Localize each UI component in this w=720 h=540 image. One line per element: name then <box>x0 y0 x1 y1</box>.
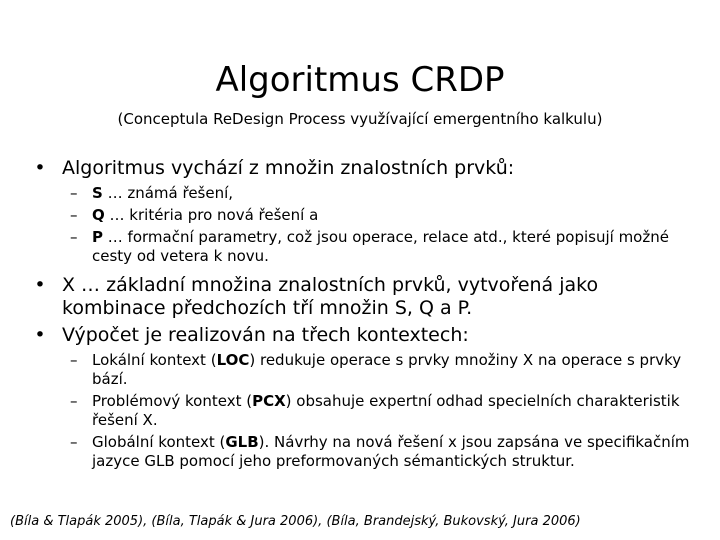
subitem-glb <box>30 433 700 471</box>
subitem-text: … formační parametry, což jsou operace, relace atd., které popisují možné cesty od vetera k novu. <box>92 228 669 265</box>
subitem-text: ) redukuje operace s prvky množiny X na operace s prvky bází. <box>92 351 682 388</box>
dash-marker: – <box>70 392 78 410</box>
subitem-pcx <box>30 392 700 430</box>
bullet-1 <box>30 157 700 180</box>
bullet-2-text: X … základní množina znalostních prvků, vytvořená jako kombinace předchozích tří množin S, Q a P. <box>62 274 599 319</box>
subitem-pre: Problémový kontext ( <box>92 392 253 410</box>
dash-marker: – <box>70 351 78 369</box>
bullet-2 <box>30 274 700 320</box>
dash-marker: – <box>70 206 78 224</box>
dash-marker: – <box>70 433 78 451</box>
bullet-1-text: Algoritmus vychází z množin znalostních prvků: <box>62 157 515 179</box>
bullet-3-subitems <box>30 351 700 471</box>
subitem-text: … kritéria pro nová řešení a <box>104 206 319 224</box>
subitem-text: ). Návrhy na nová řešení x jsou zapsána ve specifikačním jazyce GLB pomocí jeho preformovaných sémantických struktur. <box>92 433 690 470</box>
slide-body <box>30 157 700 479</box>
citation: (Bíla & Tlapák 2005), (Bíla, Tlapák & Jura 2006), (Bíla, Brandejský, Bukovský, Jura 2006) <box>10 514 581 529</box>
subitem-text: ) obsahuje expertní odhad specielních charakteristik řešení X. <box>92 392 680 429</box>
bullet-marker: • <box>34 274 46 296</box>
dash-marker: – <box>70 184 78 202</box>
subitem-pre: Lokální kontext ( <box>92 351 217 369</box>
subitem-key: Q <box>92 206 105 224</box>
subitem-text: … známá řešení, <box>102 184 234 202</box>
subitem-pre: Globální kontext ( <box>92 433 226 451</box>
subitem-key: GLB <box>225 433 259 451</box>
subitem-s <box>30 184 700 203</box>
slide-subtitle: (Conceptula ReDesign Process využívající emergentního kalkulu) <box>117 110 603 128</box>
subitem-key: P <box>92 228 103 246</box>
subitem-q <box>30 206 700 225</box>
bullet-marker: • <box>34 157 46 179</box>
subitem-p <box>30 228 700 266</box>
subitem-key: LOC <box>216 351 250 369</box>
bullet-3-text: Výpočet je realizován na třech kontextech: <box>62 324 469 346</box>
slide-title: Algoritmus CRDP <box>215 60 505 100</box>
bullet-3 <box>30 324 700 347</box>
subitem-key: S <box>92 184 103 202</box>
subitem-loc <box>30 351 700 389</box>
bullet-marker: • <box>34 324 46 346</box>
subitem-key: PCX <box>252 392 286 410</box>
bullet-1-subitems <box>30 184 700 266</box>
dash-marker: – <box>70 228 78 246</box>
